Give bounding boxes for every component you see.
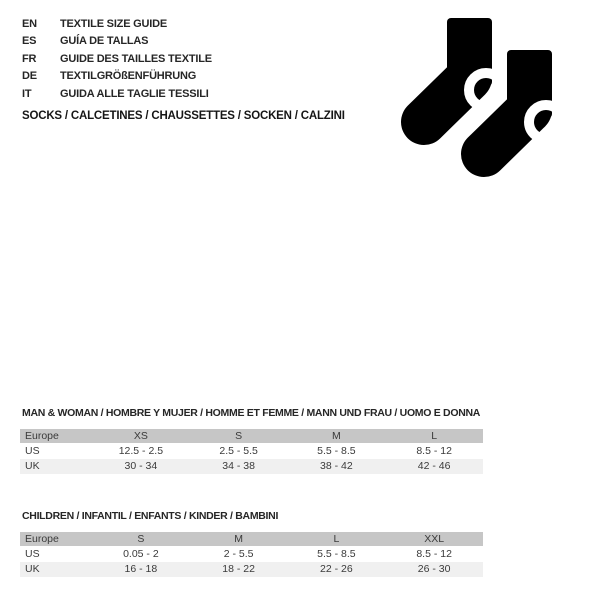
- language-row-fr: [22, 50, 212, 68]
- table-row-us: [20, 443, 483, 459]
- region-cell: US: [25, 444, 40, 457]
- column-header-size: L: [333, 533, 340, 545]
- column-header-region: Europe: [25, 533, 59, 545]
- socks-icon: [398, 8, 573, 180]
- table-title-adults: MAN & WOMAN / HOMBRE Y MUJER / HOMME ET FEMME / MANN UND FRAU / UOMO E DONNA: [22, 407, 481, 419]
- table-header-row: [20, 532, 483, 546]
- language-code: FR: [22, 52, 37, 65]
- column-header-size: M: [234, 533, 243, 545]
- language-code: IT: [22, 87, 32, 100]
- column-header-region: Europe: [25, 430, 59, 442]
- category-line: SOCKS / CALCETINES / CHAUSSETTES / SOCKEN / CALZINI: [22, 110, 345, 122]
- region-cell: UK: [25, 563, 40, 576]
- column-header-size: M: [332, 430, 341, 442]
- language-row-es: [22, 33, 212, 51]
- column-header-size: S: [137, 533, 145, 545]
- size-cell: 30 - 34: [124, 460, 158, 473]
- size-cell: 5.5 - 8.5: [317, 547, 356, 560]
- language-row-en: [22, 15, 212, 33]
- region-cell: US: [25, 547, 40, 560]
- size-cell: 2 - 5.5: [223, 547, 254, 560]
- size-cell: 42 - 46: [417, 460, 451, 473]
- column-header-size: S: [235, 430, 243, 442]
- column-header-size: L: [431, 430, 438, 442]
- sock-left: [424, 18, 503, 122]
- language-label: GUIDE DES TAILLES TEXTILE: [60, 52, 212, 65]
- language-row-it: [22, 85, 212, 103]
- size-cell: 5.5 - 8.5: [317, 444, 356, 457]
- language-label: GUÍA DE TALLAS: [60, 35, 149, 48]
- size-cell: 22 - 26: [320, 563, 353, 576]
- size-cell: 18 - 22: [222, 563, 255, 576]
- size-cell: 12.5 - 2.5: [118, 444, 164, 457]
- table-row-uk: [20, 459, 483, 475]
- table-header-row: [20, 429, 483, 443]
- language-row-de: [22, 68, 212, 86]
- size-cell: 0.05 - 2: [123, 547, 159, 560]
- size-table-children: [20, 532, 483, 577]
- column-header-size: XXL: [424, 533, 445, 545]
- language-label: TEXTILGRÖßENFÜHRUNG: [60, 70, 197, 83]
- language-label: GUIDA ALLE TAGLIE TESSILI: [60, 87, 209, 100]
- size-cell: 38 - 42: [320, 460, 353, 473]
- table-title-children: CHILDREN / INFANTIL / ENFANTS / KINDER / BAMBINI: [22, 510, 279, 522]
- language-label: TEXTILE SIZE GUIDE: [60, 17, 168, 30]
- size-cell: 8.5 - 12: [416, 547, 452, 560]
- size-cell: 26 - 30: [417, 563, 451, 576]
- size-cell: 2.5 - 5.5: [219, 444, 258, 457]
- size-cell: 8.5 - 12: [416, 444, 452, 457]
- size-table-adults: [20, 429, 483, 474]
- table-row-us: [20, 546, 483, 562]
- language-list: [22, 15, 212, 103]
- language-code: EN: [22, 17, 37, 30]
- column-header-size: XS: [133, 430, 148, 442]
- language-code: ES: [22, 35, 37, 48]
- size-cell: 16 - 18: [124, 563, 158, 576]
- table-row-uk: [20, 562, 483, 578]
- region-cell: UK: [25, 460, 40, 473]
- language-code: DE: [22, 70, 37, 83]
- size-cell: 34 - 38: [222, 460, 255, 473]
